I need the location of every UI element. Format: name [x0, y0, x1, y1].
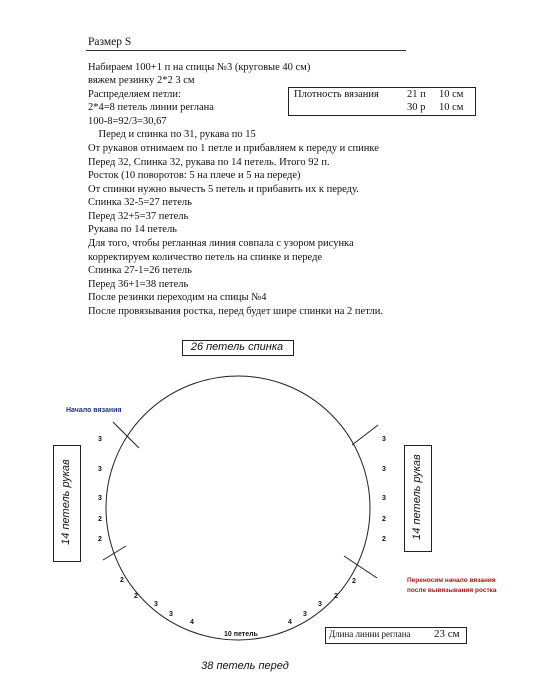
stitch-count: 3 — [382, 466, 386, 473]
moved-start-note — [407, 576, 497, 596]
density-title: Плотность вязания — [294, 89, 379, 100]
stitch-count: 2 — [352, 578, 356, 585]
stitch-count: 3 — [98, 436, 102, 443]
instruction-line: Росток (10 поворотов: 5 на плече и 5 на переде) — [88, 170, 301, 181]
stitch-count: 2 — [134, 593, 138, 600]
raglan-marker-top-right — [352, 425, 378, 445]
moved-start-note-line: после вывязывания ростка — [407, 587, 497, 594]
density-stitches: 21 п — [407, 89, 426, 100]
stitch-count: 3 — [98, 495, 102, 502]
instruction-line: Перед и спинка по 31, рукава по 15 — [88, 129, 256, 140]
stitch-count: 3 — [318, 601, 322, 608]
front-label: 38 петель перед — [201, 660, 289, 672]
instruction-line: Спинка 32-5=27 петель — [88, 197, 192, 208]
instruction-line: Перед 36+1=38 петель — [88, 279, 189, 290]
stitch-count: 4 — [190, 619, 194, 626]
stitch-count: 2 — [382, 516, 386, 523]
instruction-line: Спинка 27-1=26 петель — [88, 265, 192, 276]
stitch-count: 2 — [120, 577, 124, 584]
instruction-line: корректируем количество петель на спинке и переде — [88, 252, 323, 263]
stitch-count: 4 — [288, 619, 292, 626]
back-label: 26 петель спинка — [190, 341, 284, 353]
instruction-line: Распределяем петли: — [88, 89, 181, 100]
size-heading: Размер S — [88, 36, 132, 48]
start-note: Начало вязания — [66, 407, 122, 414]
raglan-length-value: 23 см — [434, 628, 460, 640]
stitch-count: 3 — [169, 611, 173, 618]
stitch-count: 3 — [98, 466, 102, 473]
instruction-line: Набираем 100+1 п на спицы №3 (круговые 40 см) — [88, 62, 311, 73]
stitch-count: 3 — [303, 611, 307, 618]
instruction-line: 2*4=8 петель линии реглана — [88, 102, 214, 113]
raglan-marker-bottom-left — [103, 546, 126, 560]
stitch-count: 2 — [334, 593, 338, 600]
raglan-marker-bottom-right — [344, 556, 377, 578]
stitch-count: 3 — [154, 601, 158, 608]
instruction-line: Для того, чтобы регланная линия совпала с узором рисунка — [88, 238, 354, 249]
instruction-line: Перед 32+5=37 петель — [88, 211, 189, 222]
stitch-count: 3 — [382, 436, 386, 443]
instruction-line: вяжем резинку 2*2 3 см — [88, 75, 195, 86]
instruction-line: От рукавов отнимаем по 1 петле и прибавляем к переду и спинке — [88, 143, 379, 154]
instruction-line: После провязывания ростка, перед будет шире спинки на 2 петли. — [88, 306, 384, 317]
density-stitches-width: 10 см — [439, 89, 464, 100]
stitch-count: 2 — [98, 516, 102, 523]
instruction-line: Рукава по 14 петель — [88, 224, 177, 235]
density-rows-height: 10 см — [439, 102, 464, 113]
stitch-count: 2 — [382, 536, 386, 543]
raglan-length-label: Длина линии реглана — [329, 629, 411, 639]
yoke-circle — [106, 376, 370, 640]
right-sleeve-label: 14 петель рукав — [411, 454, 423, 540]
bottom-stitch-count: 10 петель — [224, 631, 258, 638]
instruction-line: 100-8=92/3=30,67 — [88, 116, 167, 127]
instruction-line: Перед 32, Спинка 32, рукава по 14 петель. Итого 92 п. — [88, 157, 330, 168]
raglan-length-box — [325, 627, 467, 644]
instruction-line: После резинки переходим на спицы №4 — [88, 292, 267, 303]
stitch-count: 3 — [382, 495, 386, 502]
stitch-count: 2 — [98, 536, 102, 543]
moved-start-note-line: Переносим начало вязания — [407, 577, 496, 584]
left-sleeve-label: 14 петель рукав — [60, 459, 72, 545]
instruction-line: От спинки нужно вычесть 5 петель и прибавить их к переду. — [88, 184, 359, 195]
density-rows: 30 р — [407, 102, 426, 113]
